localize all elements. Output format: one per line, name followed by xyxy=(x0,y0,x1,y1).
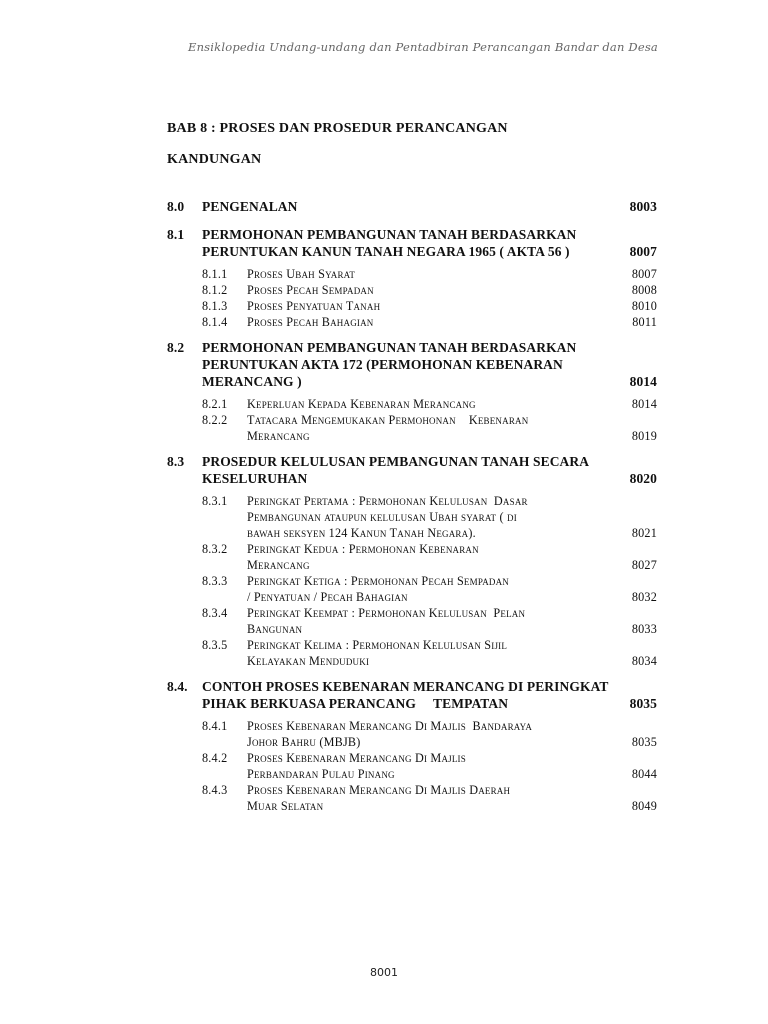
toc-subsection xyxy=(202,282,657,298)
toc-subsection-number: 8.3.4 xyxy=(202,606,228,620)
toc-subsection-title-line: Proses Kebenaran Merancang Di Majlis Daerah xyxy=(247,783,511,797)
toc-subsection-number: 8.1.2 xyxy=(202,283,228,297)
toc-subsection-title-line: / Penyatuan / Pecah Bahagian xyxy=(247,590,408,604)
toc-subsection-title-line: Peringkat Kelima : Permohonan Kelulusan Sijil xyxy=(247,638,508,652)
toc-subsection-title-line: bawah seksyen 124 Kanun Tanah Negara). xyxy=(247,526,476,540)
toc-subsection xyxy=(202,493,657,541)
toc-subsection xyxy=(202,573,657,605)
toc-section-page: 8003 xyxy=(629,199,657,214)
toc-subsection-number: 8.3.3 xyxy=(202,574,228,588)
toc-subsection-page: 8044 xyxy=(631,767,657,781)
toc-subsection-title-line: Kelayakan Menduduki xyxy=(247,654,370,668)
toc-section-title-line: CONTOH PROSES KEBENARAN MERANCANG DI PERINGKAT xyxy=(202,679,609,694)
toc-section-title-line: KESELURUHAN xyxy=(202,471,308,486)
toc-subsection xyxy=(202,750,657,782)
toc-subsection-title-line: Peringkat Kedua : Permohonan Kebenaran xyxy=(247,542,479,556)
toc-section-heading xyxy=(167,198,657,215)
toc-subsection-number: 8.1.3 xyxy=(202,299,228,313)
toc-subsection-title-line: Proses Pecah Bahagian xyxy=(247,315,374,329)
toc-subsection-title-line: Proses Ubah Syarat xyxy=(247,267,356,281)
toc-subsection-number: 8.3.5 xyxy=(202,638,228,652)
toc-subsection-list xyxy=(202,493,657,669)
toc-subsection xyxy=(202,396,657,412)
toc-subsection-page: 8010 xyxy=(631,299,657,313)
toc-subsection-page: 8033 xyxy=(631,622,657,636)
toc-section-number: 8.2 xyxy=(167,340,185,355)
toc-subsection-list xyxy=(202,718,657,814)
toc-section-title-line: PERUNTUKAN AKTA 172 (PERMOHONAN KEBENARAN xyxy=(202,357,563,372)
toc-subsection xyxy=(202,718,657,750)
toc-subsection-title-line: Merancang xyxy=(247,429,310,443)
running-header: Ensiklopedia Undang-undang dan Pentadbiran Perancangan Bandar dan Desa xyxy=(187,40,658,54)
toc-subsection-title-line: Pembangunan ataupun kelulusan Ubah syarat ( di xyxy=(247,510,517,524)
contents-heading: KANDUNGAN xyxy=(167,152,262,167)
toc-subsection xyxy=(202,541,657,573)
toc-subsection-number: 8.1.1 xyxy=(202,267,228,281)
toc-subsection xyxy=(202,637,657,669)
toc-section-title-line: PIHAK BERKUASA PERANCANG TEMPATAN xyxy=(202,696,509,711)
toc-section xyxy=(167,226,657,330)
toc-section-page: 8007 xyxy=(629,244,657,259)
toc-subsection-number: 8.4.1 xyxy=(202,719,228,733)
toc-subsection-title-line: Proses Pecah Sempadan xyxy=(247,283,374,297)
toc-section-number: 8.1 xyxy=(167,227,185,242)
toc-subsection-title-line: Merancang xyxy=(247,558,310,572)
toc-subsection-page: 8034 xyxy=(631,654,657,668)
toc-subsection-number: 8.2.2 xyxy=(202,413,228,427)
toc-subsection-title-line: Proses Penyatuan Tanah xyxy=(247,299,381,313)
toc-section-page: 8035 xyxy=(629,696,657,711)
toc-section-heading xyxy=(167,678,657,712)
toc-section-title-line: PERUNTUKAN KANUN TANAH NEGARA 1965 ( AKTA 56 ) xyxy=(202,244,570,259)
toc-section xyxy=(167,678,657,814)
toc-section-page: 8020 xyxy=(629,471,657,486)
toc-subsection-title-line: Peringkat Keempat : Permohonan Kelulusan Pelan xyxy=(247,606,526,620)
toc-subsection-page: 8008 xyxy=(631,283,657,297)
toc-section-heading xyxy=(167,339,657,390)
toc-subsection-title-line: Peringkat Ketiga : Permohonan Pecah Sempadan xyxy=(247,574,509,588)
toc-subsection-number: 8.2.1 xyxy=(202,397,228,411)
toc-subsection-number: 8.4.3 xyxy=(202,783,228,797)
toc-subsection-number: 8.1.4 xyxy=(202,315,228,329)
toc-subsection xyxy=(202,266,657,282)
toc-subsection-page: 8027 xyxy=(631,558,657,572)
toc-subsection-title-line: Tatacara Mengemukakan Permohonan Kebenaran xyxy=(247,413,529,427)
toc-section-heading xyxy=(167,226,657,260)
toc-subsection-list xyxy=(202,396,657,444)
toc-section-heading xyxy=(167,453,657,487)
toc-section-title-line: PENGENALAN xyxy=(202,199,298,214)
toc-subsection-page: 8032 xyxy=(631,590,657,604)
toc-subsection-title-line: Johor Bahru (MBJB) xyxy=(247,735,361,749)
toc-subsection-title-line: Muar Selatan xyxy=(247,799,324,813)
toc-subsection xyxy=(202,412,657,444)
toc-subsection xyxy=(202,314,657,330)
toc-subsection-title-line: Peringkat Pertama : Permohonan Kelulusan Dasar xyxy=(247,494,528,508)
toc-subsection-page: 8021 xyxy=(631,526,657,540)
chapter-title: BAB 8 : PROSES DAN PROSEDUR PERANCANGAN xyxy=(167,121,508,136)
toc-subsection-page: 8011 xyxy=(632,315,657,329)
toc-section-title-line: PERMOHONAN PEMBANGUNAN TANAH BERDASARKAN xyxy=(202,227,577,242)
toc-section-title-line: PERMOHONAN PEMBANGUNAN TANAH BERDASARKAN xyxy=(202,340,577,355)
toc-section xyxy=(167,339,657,444)
toc-subsection-number: 8.3.1 xyxy=(202,494,228,508)
toc-section-title-line: PROSEDUR KELULUSAN PEMBANGUNAN TANAH SECARA xyxy=(202,454,590,469)
toc-subsection xyxy=(202,782,657,814)
toc-section-number: 8.3 xyxy=(167,454,185,469)
toc-subsection-title-line: Keperluan Kepada Kebenaran Merancang xyxy=(247,397,476,411)
page-number: 8001 xyxy=(370,966,398,979)
toc-section xyxy=(167,453,657,669)
toc-subsection-title-line: Bangunan xyxy=(247,622,303,636)
toc-subsection-list xyxy=(202,266,657,330)
toc-subsection-page: 8049 xyxy=(631,799,657,813)
toc-subsection-page: 8007 xyxy=(631,267,657,281)
toc-subsection-title-line: Proses Kebenaran Merancang Di Majlis xyxy=(247,751,466,765)
toc-subsection-page: 8014 xyxy=(631,397,657,411)
table-of-contents xyxy=(167,198,657,814)
toc-subsection xyxy=(202,298,657,314)
toc-section-number: 8.0 xyxy=(167,199,185,214)
toc-subsection-page: 8035 xyxy=(631,735,657,749)
toc-section-number: 8.4. xyxy=(167,679,188,694)
toc-section-page: 8014 xyxy=(629,374,657,389)
toc-subsection-number: 8.3.2 xyxy=(202,542,228,556)
toc-section xyxy=(167,198,657,215)
toc-subsection-page: 8019 xyxy=(631,429,657,443)
toc-subsection-title-line: Proses Kebenaran Merancang Di Majlis Bandaraya xyxy=(247,719,533,733)
toc-subsection xyxy=(202,605,657,637)
toc-subsection-title-line: Perbandaran Pulau Pinang xyxy=(247,767,395,781)
toc-section-title-line: MERANCANG ) xyxy=(202,374,302,389)
toc-subsection-number: 8.4.2 xyxy=(202,751,228,765)
